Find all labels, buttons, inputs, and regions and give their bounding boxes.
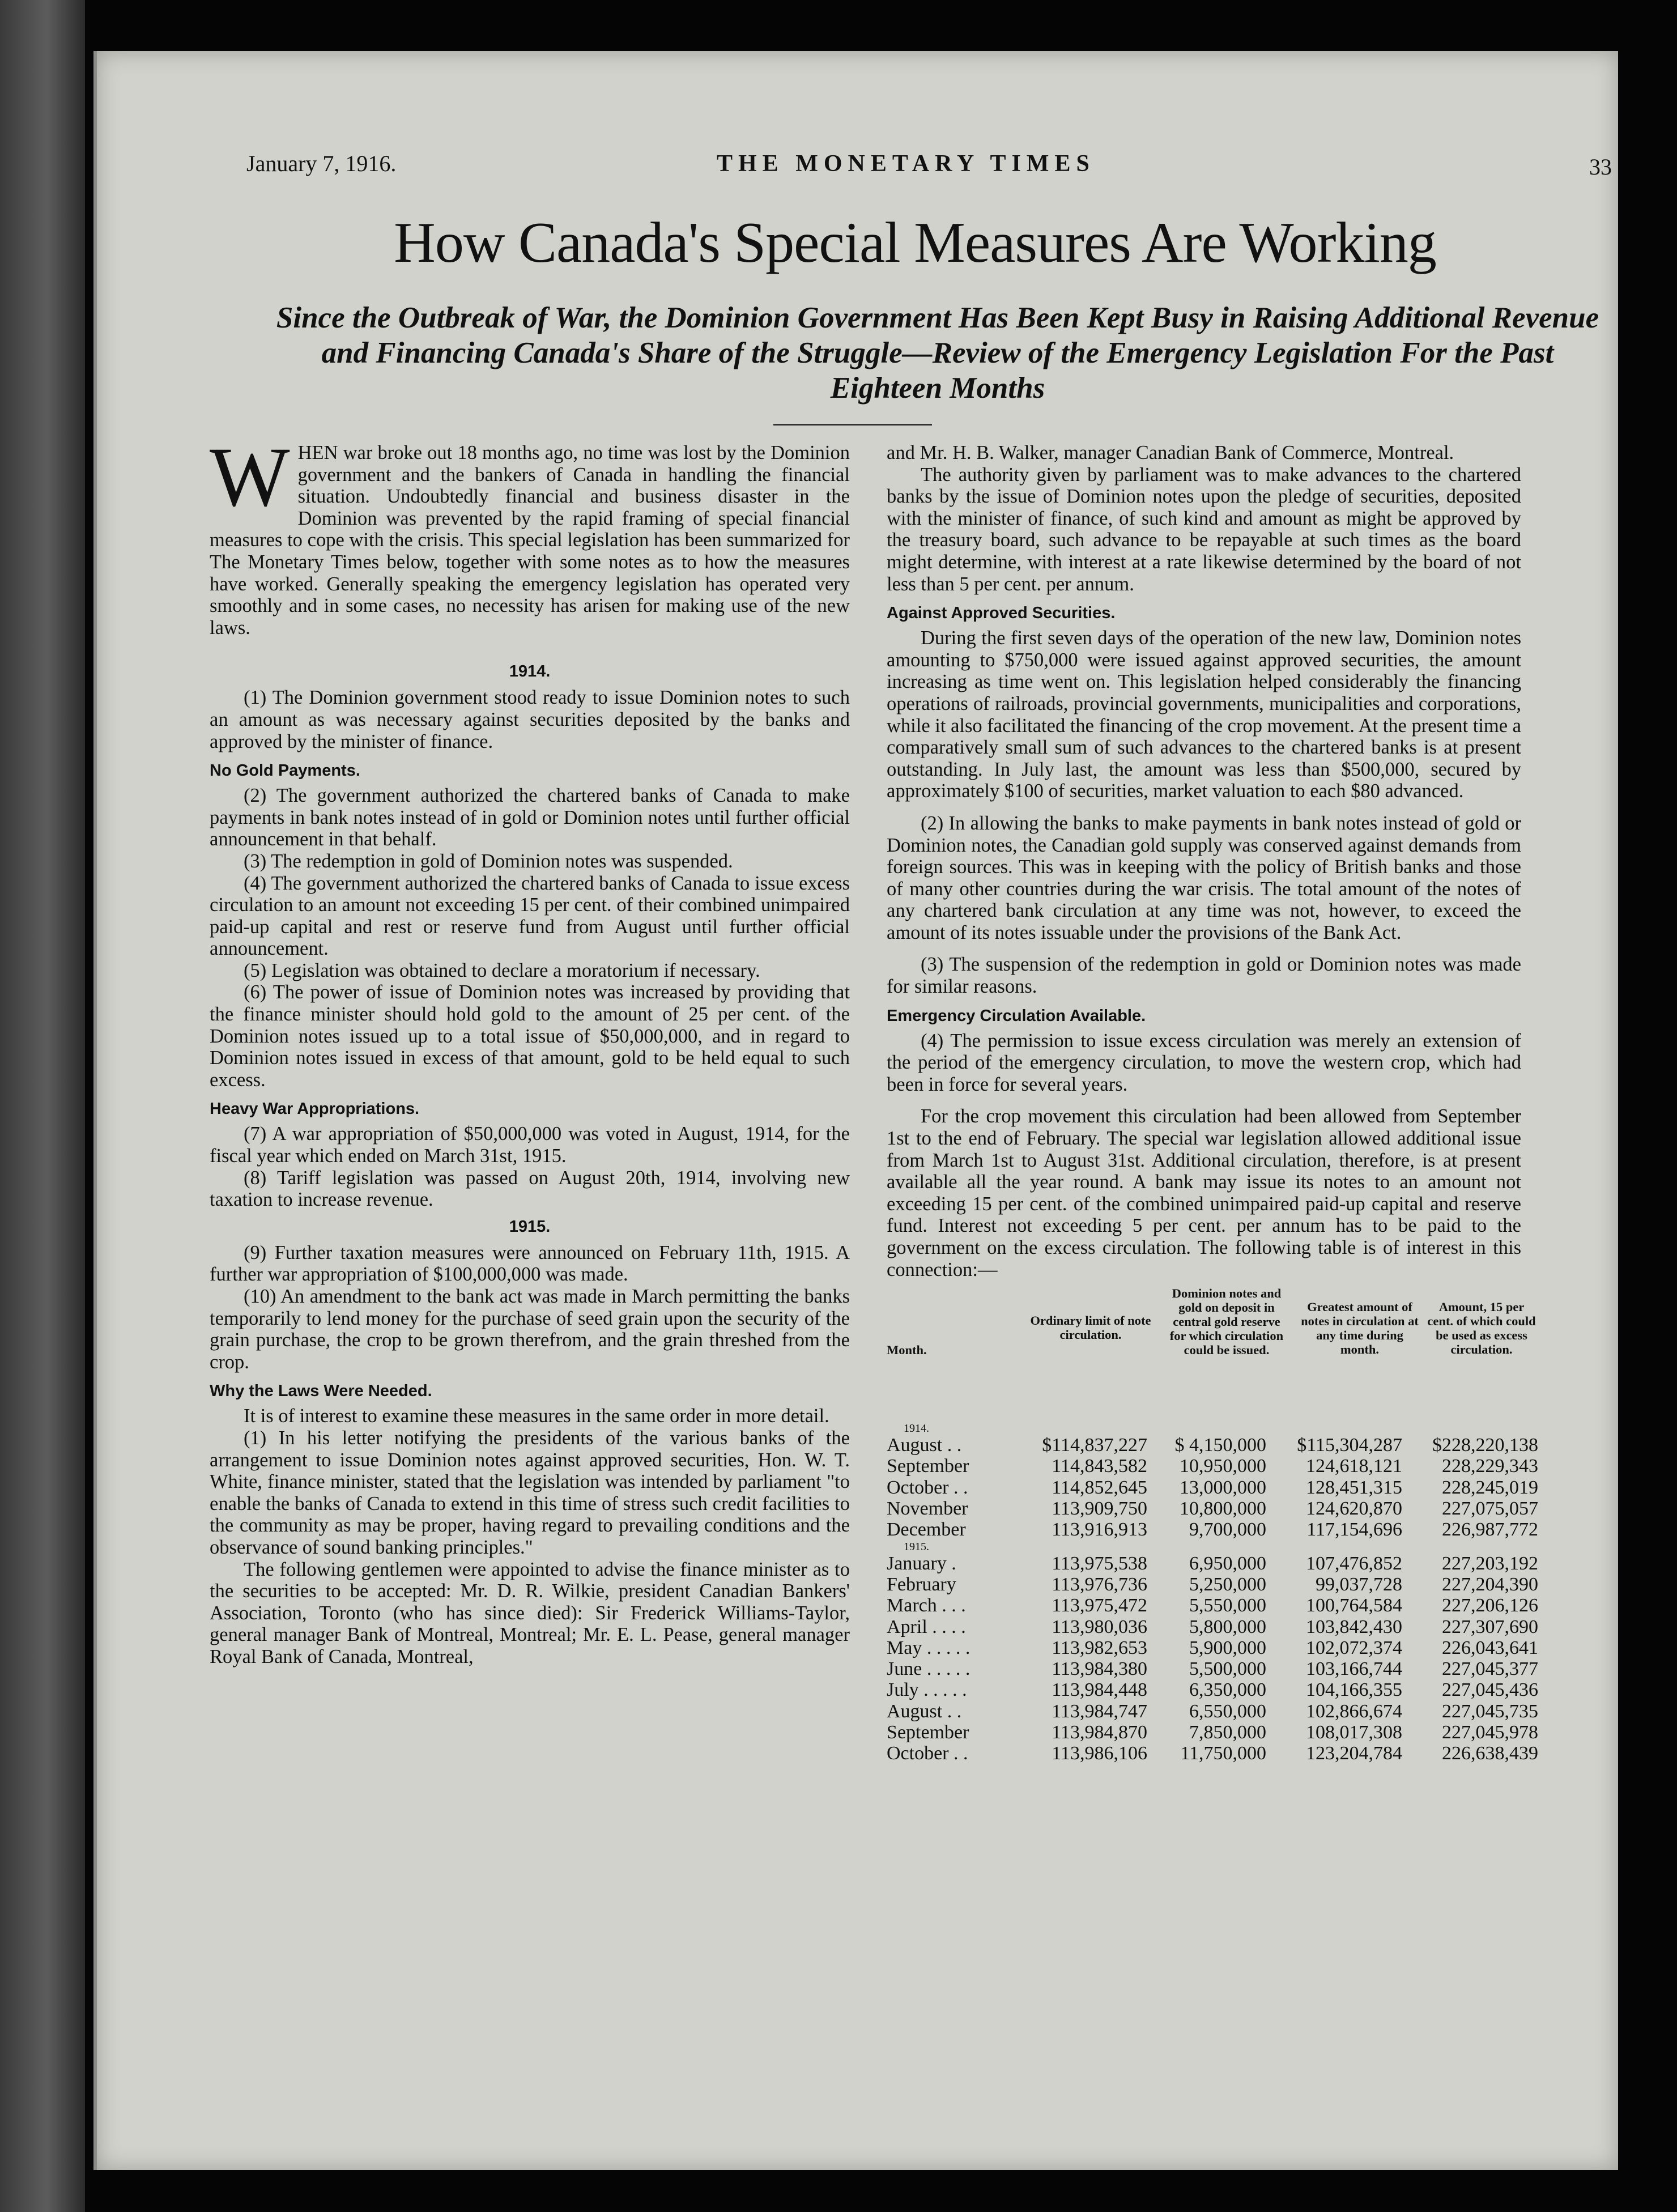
header-month: Month. (887, 1343, 927, 1358)
excess-amount-cell: 227,307,690 (1442, 1616, 1538, 1637)
paragraph: (3) The redemption in gold of Dominion notes was suspended. (244, 850, 733, 872)
month-cell: June . . . . . (887, 1658, 971, 1680)
table-year-1914: 1914. (904, 1422, 929, 1435)
excess-amount-cell: 227,206,126 (1442, 1595, 1538, 1617)
subheading-why-laws: Why the Laws Were Needed. (210, 1382, 432, 1401)
year-heading-1915: 1915. (509, 1217, 551, 1236)
ordinary-limit-cell: 113,975,472 (1052, 1595, 1147, 1617)
excess-amount-cell: 226,987,772 (1442, 1519, 1538, 1541)
dominion-notes-cell: 5,550,000 (1189, 1595, 1266, 1617)
excess-amount-cell: 226,043,641 (1442, 1637, 1538, 1658)
ordinary-limit-cell: 113,984,870 (1052, 1722, 1147, 1743)
drop-cap: W (210, 430, 290, 524)
paragraph: It is of interest to examine these measures in the same order in more detail. (244, 1405, 829, 1427)
paragraph: The authority given by parliament was to make advances to the chartered banks by the issue of Dominion notes upon the pledge of securities, deposited with the minister of finance, of such kind and amount as might be approved by the treasury board, such advance to be repayable at such times as the board might determine, with interest at a rate likewise determined by the board of not less than 5 per cent. per annum. (887, 463, 1521, 595)
greatest-amount-cell: 124,620,870 (1306, 1498, 1402, 1520)
ordinary-limit-cell: 114,852,645 (1052, 1477, 1147, 1498)
header-excess-amount: Amount, 15 per cent. of which could be used as excess circulation. (1427, 1300, 1536, 1357)
ordinary-limit-cell: 113,984,380 (1052, 1658, 1147, 1680)
paragraph: During the first seven days of the operation of the new law, Dominion notes amounting to $750,000 were issued against approved securities, the amount increasing as time went on. This legislation helped considerably the financing operations of railroads, provincial governments, municipalities and corporations, while it also facilitated the financing of the crop movement. At the present time a comparatively small sum of such advances to the chartered banks is at present outstanding. In July last, the amount was less than $500,000, secured by approximately $100 of securities, market valuation to each $80 advanced. (887, 627, 1521, 802)
ordinary-limit-cell: 113,909,750 (1052, 1498, 1147, 1520)
excess-amount-cell: $228,220,138 (1432, 1435, 1538, 1456)
greatest-amount-cell: 124,618,121 (1306, 1456, 1402, 1477)
excess-amount-cell: 227,203,192 (1442, 1552, 1538, 1574)
paragraph: (5) Legislation was obtained to declare a moratorium if necessary. (244, 959, 760, 981)
month-cell: August . . (887, 1700, 962, 1722)
subheading-against-securities: Against Approved Securities. (887, 604, 1116, 623)
running-header (246, 150, 1612, 195)
paragraph: (4) The permission to issue excess circulation was merely an extension of the period of the emergency circulation, to move the western crop, which had been in force for several years. (887, 1030, 1521, 1095)
paragraph: (1) In his letter notifying the presidents of the various banks of the arrangement to issue Dominion notes against approved securities, Hon. W. T. White, finance minister, stated that the legislation was intended by parliament "to enable the banks of Canada to extend in this time of stress such credit facilities to the community as may be proper, having regard to prevailing conditions and the observance of sound banking principles." (210, 1427, 850, 1558)
month-cell: August . . (887, 1435, 962, 1456)
ordinary-limit-cell: 113,980,036 (1052, 1616, 1147, 1637)
dominion-notes-cell: 5,900,000 (1189, 1637, 1266, 1658)
month-cell: January . (887, 1552, 956, 1574)
month-cell: December (887, 1519, 966, 1541)
subheading-heavy-war: Heavy War Appropriations. (210, 1100, 420, 1118)
table-row (887, 1552, 1538, 1574)
greatest-amount-cell: 104,166,355 (1306, 1679, 1402, 1701)
paragraph: (2) In allowing the banks to make payments in bank notes instead of gold or Dominion notes, the Canadian gold supply was conserved against demands from foreign sources. This was in keeping with the policy of British banks and those of many other countries during the war crisis. The total amount of the notes of any chartered bank circulation at any time was not, however, to exceed the amount of its notes issuable under the provisions of the Bank Act. (887, 812, 1521, 943)
dominion-notes-cell: 11,750,000 (1180, 1743, 1266, 1764)
ordinary-limit-cell: $114,837,227 (1042, 1435, 1147, 1456)
left-column (210, 430, 850, 1668)
ordinary-limit-cell: 113,975,538 (1052, 1552, 1147, 1574)
greatest-amount-cell: 123,204,784 (1306, 1743, 1402, 1764)
table-row (887, 1456, 1538, 1477)
table-row (887, 1519, 1538, 1541)
table-row (887, 1435, 1538, 1456)
month-cell: July . . . . . (887, 1679, 967, 1701)
table-row (887, 1595, 1538, 1617)
excess-amount-cell: 228,229,343 (1442, 1456, 1538, 1477)
header-dominion-notes: Dominion notes and gold on deposit in central gold reserve for which circulation could be issued. (1169, 1286, 1284, 1358)
month-cell: November (887, 1498, 968, 1520)
table-row (887, 1637, 1538, 1658)
month-cell: May . . . . . (887, 1637, 971, 1658)
table-row (887, 1498, 1538, 1520)
paragraph: and Mr. H. B. Walker, manager Canadian Bank of Commerce, Montreal. (887, 442, 1454, 463)
greatest-amount-cell: 128,451,315 (1306, 1477, 1402, 1498)
dominion-notes-cell: 5,500,000 (1189, 1658, 1266, 1680)
paragraph: The following gentlemen were appointed to advise the finance minister as to the securities to be accepted: Mr. D. R. Wilkie, president Canadian Bankers' Association, Toronto (who has since died): Sir Frederick Williams-Taylor, general manager Bank of Montreal, Montreal; Mr. E. L. Pease, general manager Royal Bank of Canada, Montreal, (210, 1558, 850, 1667)
header-greatest-amount: Greatest amount of notes in circulation at any time during month. (1301, 1300, 1419, 1357)
greatest-amount-cell: 108,017,308 (1306, 1722, 1402, 1743)
greatest-amount-cell: 103,842,430 (1306, 1616, 1402, 1637)
ordinary-limit-cell: 114,843,582 (1052, 1456, 1147, 1477)
table-row (887, 1722, 1538, 1743)
paragraph: For the crop movement this circulation had been allowed from September 1st to the end of February. The special war legislation allowed additional issue from March 1st to August 31st. Additional circulation, therefore, is at present available all the year round. A bank may issue its notes to an amount not exceeding 15 per cent. of the combined unimpaired paid-up capital and reserve fund. Interest not exceeding 5 per cent. per annum has to be paid to the government on the excess circulation. The following table is of interest in this connection:— (887, 1105, 1521, 1281)
paragraph: (10) An amendment to the bank act was made in March permitting the banks temporarily to lend money for the purchase of seed grain upon the security of the grain purchase, the crop to be grown therefrom, and the grain threshed from the crop. (210, 1286, 850, 1373)
page-number: 33 (1589, 154, 1612, 180)
greatest-amount-cell: 102,072,374 (1306, 1637, 1402, 1658)
year-heading-1914: 1914. (509, 662, 551, 681)
ordinary-limit-cell: 113,986,106 (1052, 1743, 1147, 1764)
facing-page-edge (0, 0, 85, 2212)
excess-amount-cell: 227,045,436 (1442, 1679, 1538, 1701)
table-row (887, 1679, 1538, 1701)
month-cell: March . . . (887, 1595, 966, 1617)
paragraph: (6) The power of issue of Dominion notes was increased by providing that the finance minister should hold gold to the amount of 25 per cent. of the Dominion notes issued up to a total issue of $50,000,000, and in regard to Dominion notes issued in excess of that amount, gold to be held equal to such excess. (210, 981, 850, 1091)
table-row (887, 1658, 1538, 1680)
excess-amount-cell: 227,204,390 (1442, 1573, 1538, 1595)
month-cell: October . . (887, 1743, 968, 1764)
table-row (887, 1743, 1538, 1764)
right-column (887, 442, 1538, 1764)
dominion-notes-cell: 9,700,000 (1189, 1519, 1266, 1541)
greatest-amount-cell: 100,764,584 (1306, 1595, 1402, 1617)
masthead: THE MONETARY TIMES (717, 151, 1095, 177)
ordinary-limit-cell: 113,976,736 (1052, 1573, 1147, 1595)
paragraph: (3) The suspension of the redemption in gold or Dominion notes was made for similar reasons. (887, 954, 1521, 998)
headline: How Canada's Special Measures Are Working (394, 211, 1436, 275)
excess-amount-cell: 227,075,057 (1442, 1498, 1538, 1520)
excess-amount-cell: 226,638,439 (1442, 1743, 1538, 1764)
greatest-amount-cell: $115,304,287 (1297, 1435, 1402, 1456)
subheading-emergency-circulation: Emergency Circulation Available. (887, 1006, 1146, 1025)
table-body-1914 (887, 1435, 1538, 1541)
paragraph: (8) Tariff legislation was passed on August 20th, 1914, involving new taxation to increase revenue. (210, 1167, 850, 1211)
dominion-notes-cell: 6,950,000 (1189, 1552, 1266, 1574)
table-row (887, 1477, 1538, 1498)
excess-amount-cell: 227,045,377 (1442, 1658, 1538, 1680)
paragraph: (1) The Dominion government stood ready to issue Dominion notes to such an amount as was necessary against securities deposited by the banks and approved by the minister of finance. (210, 687, 850, 752)
intro-block (210, 430, 850, 639)
dominion-notes-cell: 10,800,000 (1180, 1498, 1266, 1520)
ordinary-limit-cell: 113,982,653 (1052, 1637, 1147, 1658)
greatest-amount-cell: 107,476,852 (1306, 1552, 1402, 1574)
excess-amount-cell: 227,045,978 (1442, 1722, 1538, 1743)
ordinary-limit-cell: 113,916,913 (1052, 1519, 1147, 1541)
greatest-amount-cell: 99,037,728 (1316, 1573, 1402, 1595)
deck: Since the Outbreak of War, the Dominion Government Has Been Kept Busy in Raising Additional Revenue and Financing Canada's Share of the Struggle—Review of the Emergency Legislation For the Past Eighteen Months (276, 301, 1599, 405)
greatest-amount-cell: 117,154,696 (1306, 1519, 1402, 1541)
month-cell: September (887, 1722, 969, 1743)
paragraph: (9) Further taxation measures were announced on February 11th, 1915. A further war appropriation of $100,000,000 was made. (210, 1241, 850, 1286)
ordinary-limit-cell: 113,984,448 (1052, 1679, 1147, 1701)
page-content (144, 0, 1635, 2130)
table-year-1915: 1915. (904, 1540, 929, 1553)
dominion-notes-cell: 7,850,000 (1189, 1722, 1266, 1743)
dominion-notes-cell: 5,800,000 (1189, 1616, 1266, 1637)
excess-amount-cell: 228,245,019 (1442, 1477, 1538, 1498)
greatest-amount-cell: 103,166,744 (1306, 1658, 1402, 1680)
greatest-amount-cell: 102,866,674 (1306, 1700, 1402, 1722)
dominion-notes-cell: 10,950,000 (1180, 1456, 1266, 1477)
dominion-notes-cell: 6,350,000 (1189, 1679, 1266, 1701)
paragraph: (4) The government authorized the chartered banks of Canada to issue excess circulation to an amount not exceeding 15 per cent. of their combined unimpaired paid-up capital and rest or reserve fund from August until further official announcement. (210, 872, 850, 960)
dominion-notes-cell: $ 4,150,000 (1174, 1435, 1266, 1456)
table-header (887, 1286, 1536, 1422)
table-row (887, 1573, 1538, 1595)
divider-rule (773, 424, 932, 426)
paragraph: (2) The government authorized the chartered banks of Canada to make payments in bank notes instead of in gold or Dominion notes until further official announcement in that behalf. (210, 785, 850, 850)
table-row (887, 1700, 1538, 1722)
ordinary-limit-cell: 113,984,747 (1052, 1700, 1147, 1722)
dominion-notes-cell: 6,550,000 (1189, 1700, 1266, 1722)
subheading-no-gold: No Gold Payments. (210, 762, 360, 780)
month-cell: February (887, 1573, 956, 1595)
table-body-1915 (887, 1552, 1538, 1764)
month-cell: October . . (887, 1477, 968, 1498)
intro-paragraph: HEN war broke out 18 months ago, no time was lost by the Dominion government and the bankers of Canada in handling the financial situation. Undoubtedly financial and business disaster in the Dominion was prevented by the rapid framing of special financial measures to cope with the crisis. This special legislation has been summarized for The Monetary Times below, together with some notes as to how the measures have worked. Generally speaking the emergency legislation has operated very smoothly and in some cases, no necessity has arisen for making use of the new laws. (210, 442, 850, 639)
header-ordinary-limit: Ordinary limit of note circulation. (1030, 1313, 1151, 1342)
excess-amount-cell: 227,045,735 (1442, 1700, 1538, 1722)
dominion-notes-cell: 5,250,000 (1189, 1573, 1266, 1595)
circulation-table (887, 1286, 1538, 1764)
paragraph: (7) A war appropriation of $50,000,000 was voted in August, 1914, for the fiscal year which ended on March 31st, 1915. (210, 1123, 850, 1167)
issue-date: January 7, 1916. (246, 151, 397, 176)
table-row (887, 1616, 1538, 1637)
month-cell: September (887, 1456, 969, 1477)
month-cell: April . . . . (887, 1616, 966, 1637)
dominion-notes-cell: 13,000,000 (1180, 1477, 1266, 1498)
